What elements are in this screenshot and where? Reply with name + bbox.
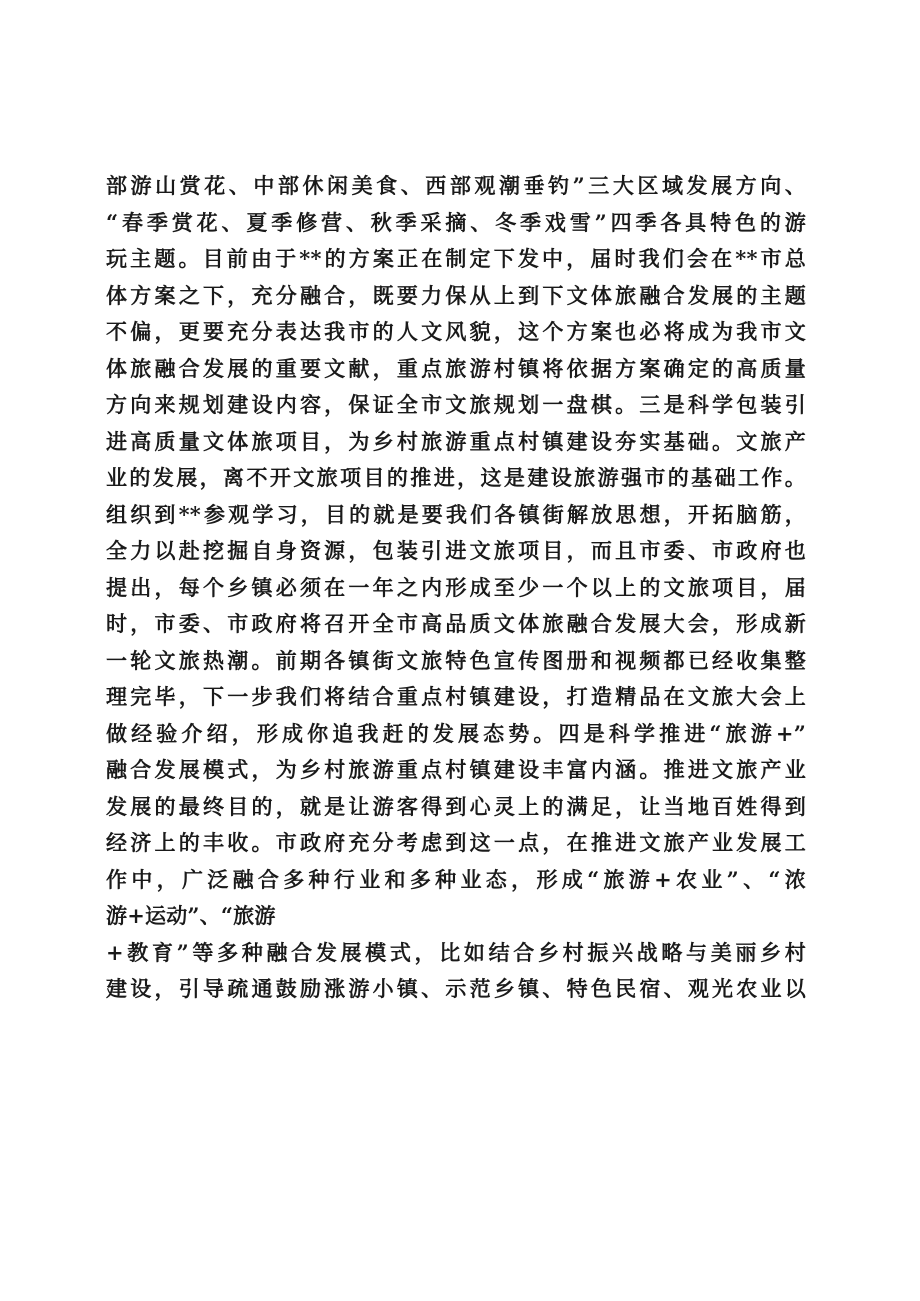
text-line: “春季赏花、夏季修营、秋季采摘、冬季戏雪”四季各具特色的游 xyxy=(106,209,806,235)
text-line: 体旅融合发展的重要文献，重点旅游村镇将依据方案确定的高质量 xyxy=(106,355,806,381)
text-line: 方向来规划建设内容，保证全市文旅规划一盘棋。三是科学包装引 xyxy=(106,392,806,417)
text-line: 提出，每个乡镇必须在一年之内形成至少一个以上的文旅项目，届 xyxy=(106,574,806,600)
text-line: 不偏，更要充分表达我市的人文风貌，这个方案也必将成为我市文 xyxy=(106,319,806,344)
text-line: 进高质量文体旅项目，为乡村旅游重点村镇建设夯实基础。文旅产 xyxy=(106,428,806,454)
text-line: 游+运动”、“旅游 xyxy=(106,903,276,928)
text-line: 建设，引导疏通鼓励涨游小镇、示范乡镇、特色民宿、观光农业以 xyxy=(106,976,806,1001)
text-line: 一轮文旅热潮。前期各镇街文旅特色宣传图册和视频都已经收集整 xyxy=(106,647,806,673)
text-line: 业的发展，离不开文旅项目的推进，这是建设旅游强市的基础工作。 xyxy=(106,465,806,490)
text-line: +教育”等多种融合发展模式，比如结合乡村振兴战略与美丽乡村 xyxy=(106,939,806,965)
text-line: 时，市委、市政府将召开全市高品质文体旅融合发展大会，形成新 xyxy=(106,611,806,636)
text-line: 融合发展模式，为乡村旅游重点村镇建设丰富内涵。推进文旅产业 xyxy=(106,757,806,782)
text-line: 经济上的丰收。市政府充分考虑到这一点，在推进文旅产业发展工 xyxy=(106,830,806,855)
text-line: 部游山赏花、中部休闲美食、西部观潮垂钓”三大区域发展方向、 xyxy=(106,173,806,198)
text-line: 做经验介绍，形成你追我赶的发展态势。四是科学推进“旅游+” xyxy=(106,720,806,746)
text-line: 体方案之下，充分融合，既要力保从上到下文体旅融合发展的主题 xyxy=(106,282,806,308)
text-line: 玩主题。目前由于**的方案正在制定下发中，届时我们会在**市总 xyxy=(106,246,806,271)
text-line: 理完毕，下一步我们将结合重点村镇建设，打造精品在文旅大会上 xyxy=(106,684,806,709)
text-line: 发展的最终目的，就是让游客得到心灵上的满足，让当地百姓得到 xyxy=(106,793,806,819)
text-line: 组织到**参观学习，目的就是要我们各镇街解放思想，开拓脑筋， xyxy=(106,501,806,527)
text-line: 全力以赴挖掘自身资源，包装引进文旅项目，而且市委、市政府也 xyxy=(106,538,806,563)
body-text xyxy=(106,168,806,1008)
text-line: 作中，广泛融合多种行业和多种业态，形成“旅游+农业”、“浓 xyxy=(106,866,806,892)
